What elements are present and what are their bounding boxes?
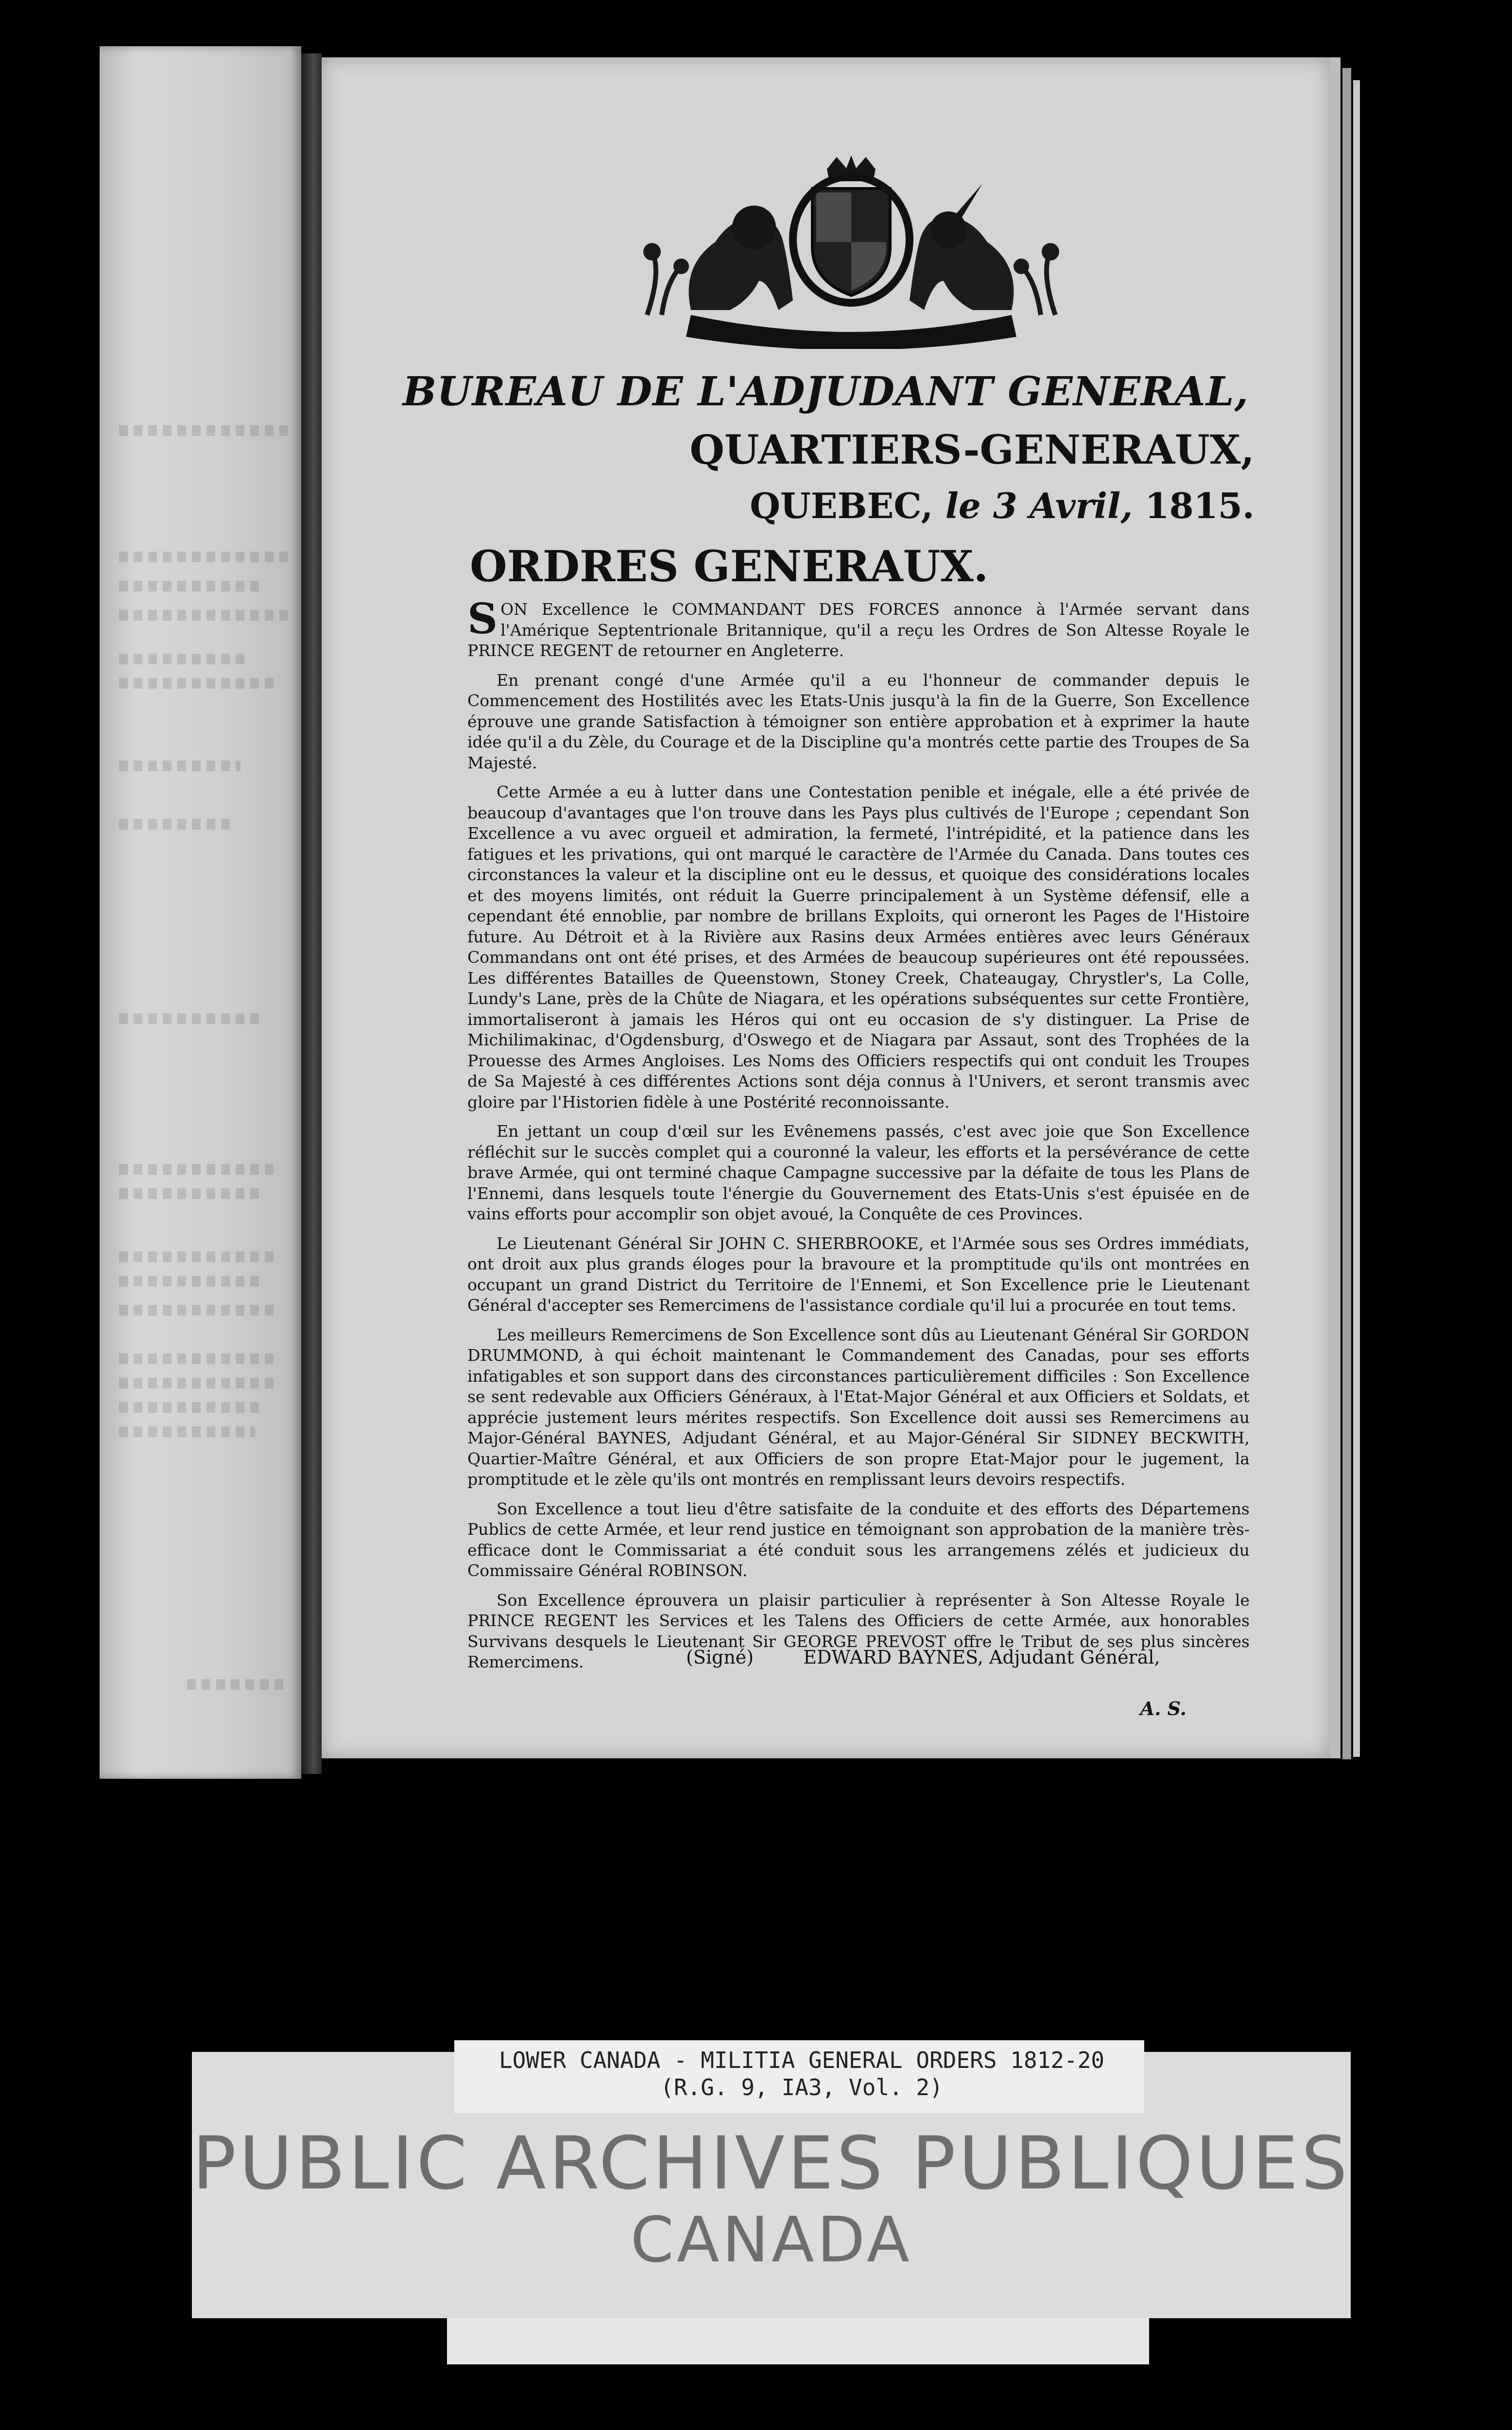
- paragraph: SON Excellence le COMMANDANT DES FORCES annonce à l'Armée servant dans l'Amérique Septentrionale Britannique, qu'il a reçu les Ordres de Son Altesse Royale le PRINCE REGENT de retourner en Angleterre.: [467, 594, 1250, 660]
- archive-card-tab: [447, 2318, 1149, 2364]
- series-title: LOWER CANADA - MILITIA GENERAL ORDERS 1812-20: [498, 2047, 1105, 2073]
- paragraph: Cette Armée a eu à lutter dans une Contestation penible et inégale, elle a été privée de beaucoup d'avantages que l'on trouve dans les Pays plus cultivés de l'Europe ; cependant Son Excellence a vu avec orgueil et admiration, la fermeté, l'intrépidité, et la patience dans les fatigues et les privations, qui ont marqué le caractère de l'Armée du Canada. Dans toutes ces circonstances la valeur et la discipline ont eu le dessus, et quoique des considérations locales et des moyens limités, ont réduit la Guerre principalement à un Système défensif, elle a cependant été ennoblie, par nombre de brillans Exploits, qui orneront les Pages de l'Histoire future. Au Détroit et à la Rivière aux Rasins deux Armées entières avec leurs Généraux Commandans ont ont été prises, et des Armées de beaucoup supérieures ont été repoussées. Les différentes Batailles de Queenstown, Stoney Creek, Chateaugay, Chrystler's, La Colle, Lundy's Lane, près de la Chûte de Niagara, et les opérations subséquentes sur cette Frontière, immortaliseront à jamais les Héros qui ont eu occasion de s'y distinguer. La Prise de Michilimakinac, d'Ogdensburg, d'Oswego et de Niagara par Assaut, sont des Trophées de la Prouesse des Armes Angloises. Les Noms des Officiers respectifs qui ont conduit les Troupes de Sa Majesté à ces différentes Actions sont déja connus à l'Univers, et seront transmis avec gloire par l'Historien fidèle à une Postérité reconnoissante.: [467, 782, 1250, 1111]
- ghost-text: [119, 1251, 275, 1262]
- series-reference: (R.G. 9, IA3, Vol. 2): [660, 2074, 943, 2100]
- ghost-text: [119, 610, 294, 621]
- ghost-text: [119, 678, 275, 689]
- ghost-text: [119, 1276, 265, 1286]
- ghost-text: [119, 552, 294, 562]
- book-gutter: [301, 53, 322, 1774]
- signature-line: [686, 1647, 1463, 1668]
- signed-label: (Signé): [686, 1647, 754, 1668]
- paragraph: Son Excellence a tout lieu d'être satisfaite de la conduite et des efforts des Départemens Publics de cette Armée, et leur rend justice en témoignant son approbation de la manière très-efficace dont le Commissariat a été conduit sous les arrangemens zélés et judicieux du Commissaire Général ROBINSON.: [467, 1499, 1250, 1580]
- drop-cap: S: [467, 594, 498, 643]
- ghost-text: [119, 1188, 265, 1199]
- place: QUEBEC,: [750, 485, 933, 526]
- page-edge: [1330, 57, 1340, 1758]
- archive-country: CANADA: [630, 2204, 912, 2276]
- paragraph: Le Lieutenant Général Sir JOHN C. SHERBROOKE, et l'Armée sous ses Ordres immédiats, ont droit aux plus grands éloges pour la bravoure et la promptitude qu'ils ont montrées en occupant un grand District du Territoire de l'Ennemi, et Son Excellence prie le Lieutenant Général d'accepter ses Remercimens de l'assistance cordiale qu'il lui a procurée en tout tems.: [467, 1233, 1250, 1315]
- signatory: EDWARD BAYNES, Adjudant Général,: [803, 1647, 1160, 1668]
- ghost-text: [119, 654, 245, 664]
- ghost-text: [119, 1164, 275, 1175]
- paragraph: Les meilleurs Remercimens de Son Excellence sont dûs au Lieutenant Général Sir GORDON DRUMMOND, à qui échoit maintenant le Commandement des Canadas, pour ses efforts infatigables et son support dans des circonstances particulièrement difficiles : Son Excellence se sent redevable aux Officiers Généraux, à l'Etat-Major Général et aux Officiers et Soldats, et apprécie justement leurs mérites respectifs. Son Excellence doit aussi ses Remercimens au Major-Général BAYNES, Adjudant Général, et au Major-Général Sir SIDNEY BECKWITH, Quartier-Maître Général, et aux Officiers de son propre Etat-Major pour le jugement, la promptitude et le zèle qu'ils ont montrés en remplissant leurs devoirs respectifs.: [467, 1325, 1250, 1489]
- ghost-text: [119, 1402, 265, 1413]
- ghost-text: [119, 581, 265, 591]
- page-title: ORDRES GENERAUX.: [470, 541, 989, 591]
- ghost-text: [119, 819, 236, 830]
- paragraph: En jettant un coup d'œil sur les Evênemens passés, c'est avec joie que Son Excellence réfléchit sur le succès complet qui a couronné la valeur, les efforts et la persévérance de cette brave Armée, qui ont terminé chaque Campagne successive par la défaite de tous les Plans de l'Ennemi, dans lesquels toute l'énergie du Gouvernement des Etats-Unis s'est épuisée en de vains efforts pour accomplir son objet avoué, la Conquête de ces Provinces.: [467, 1122, 1250, 1223]
- archive-institution: PUBLIC ARCHIVES PUBLIQUES: [192, 2121, 1351, 2206]
- headquarters-heading: QUARTIERS-GENERAUX,: [689, 427, 1254, 473]
- page-edge: [1342, 68, 1351, 1759]
- ghost-text: [119, 1354, 275, 1364]
- document-page: [322, 57, 1330, 1758]
- place-date-line: [691, 485, 1254, 526]
- office-heading: BUREAU DE L'ADJUDANT GENERAL,: [402, 368, 1249, 415]
- year: 1815.: [1145, 485, 1254, 526]
- ghost-text: [119, 761, 241, 771]
- ghost-text: [119, 1426, 255, 1437]
- page-edge: [1353, 80, 1360, 1757]
- paragraph: Son Excellence éprouvera un plaisir particulier à représenter à Son Altesse Royale le PRINCE REGENT les Services et les Talens des Officiers de cette Armée, aux honorables Survivans desquels le Lieutenant Sir GEORGE PREVOST offre le Tribut de ses plus sincères Remercimens.: [467, 1590, 1250, 1671]
- ghost-text: [119, 1378, 279, 1389]
- left-page: [100, 46, 301, 1779]
- paragraph: En prenant congé d'une Armée qu'il a eu l'honneur de commander depuis le Commencement des Hostilités avec les Etats-Unis jusqu'à la fin de la Guerre, Son Excellence éprouve une grande Satisfaction à témoigner son entière approbation et à exprimer la haute idée qu'il a du Zèle, du Courage et de la Discipline qu'a montrés cette partie des Troupes de Sa Majesté.: [467, 670, 1250, 772]
- date: le 3 Avril,: [945, 485, 1133, 526]
- ghost-text: [119, 1013, 265, 1024]
- initials: A. S.: [1140, 1698, 1186, 1719]
- royal-coat-of-arms-icon: [633, 155, 1070, 349]
- ghost-text: [187, 1679, 284, 1690]
- ghost-text: [119, 425, 294, 436]
- order-body: [467, 594, 1250, 1682]
- ghost-text: [119, 1305, 279, 1316]
